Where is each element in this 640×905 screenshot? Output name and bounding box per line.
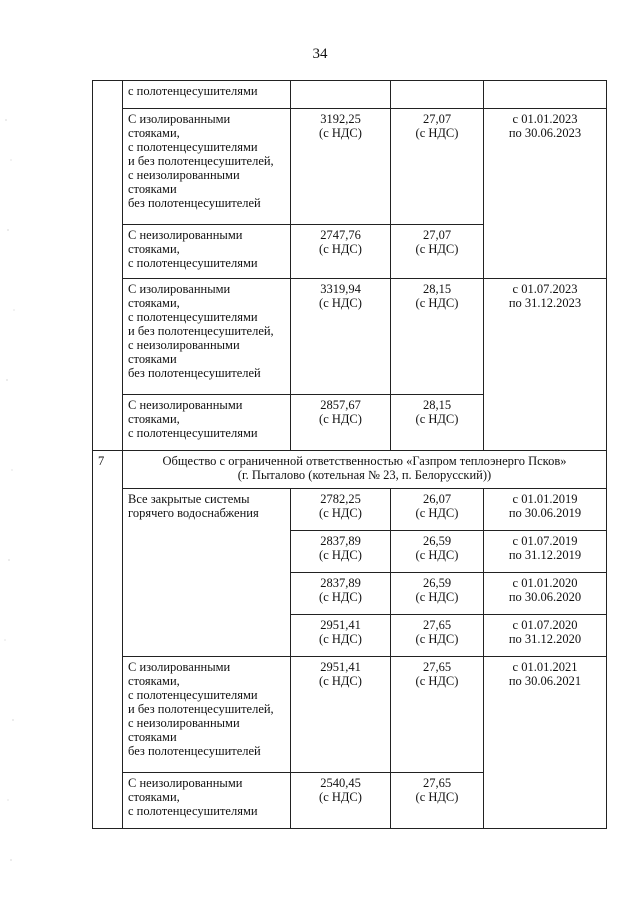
description-cell: С изолированными стояками, с полотенцесушителями и без полотенцесушителей, с неизолированными стояками без полотенцесушителей bbox=[123, 657, 291, 773]
period-cell: с 01.07.2023 по 31.12.2023 bbox=[484, 279, 607, 451]
description-cell: С неизолированными стояками, с полотенцесушителями bbox=[123, 395, 291, 451]
period-cell bbox=[484, 81, 607, 109]
period-cell: с 01.07.2019 по 31.12.2019 bbox=[484, 531, 607, 573]
volume-value-cell: 26,07 (с НДС) bbox=[391, 489, 484, 531]
volume-value-cell: 27,65 (с НДС) bbox=[391, 615, 484, 657]
table-row bbox=[93, 657, 607, 773]
table-row bbox=[93, 109, 607, 225]
description-cell: С изолированными стояками, с полотенцесушителями и без полотенцесушителей, с неизолированными стояками без полотенцесушителей bbox=[123, 109, 291, 225]
table-row bbox=[93, 81, 607, 109]
tariff-value-cell bbox=[291, 81, 391, 109]
period-cell: с 01.07.2020 по 31.12.2020 bbox=[484, 615, 607, 657]
table-row bbox=[93, 489, 607, 531]
table-row bbox=[93, 451, 607, 489]
volume-value-cell: 28,15 (с НДС) bbox=[391, 395, 484, 451]
description-cell: с полотенцесушителями bbox=[123, 81, 291, 109]
tariff-value-cell: 2837,89 (с НДС) bbox=[291, 573, 391, 615]
organization-header: Общество с ограниченной ответственностью «Газпром теплоэнерго Псков» (г. Пыталово (котельная № 23, п. Белорусский)) bbox=[123, 451, 607, 489]
description-cell: Все закрытые системы горячего водоснабжения bbox=[123, 489, 291, 657]
volume-value-cell: 27,65 (с НДС) bbox=[391, 773, 484, 829]
scan-edge-noise bbox=[2, 0, 20, 905]
tariff-value-cell: 2951,41 (с НДС) bbox=[291, 657, 391, 773]
volume-value-cell: 26,59 (с НДС) bbox=[391, 573, 484, 615]
tariff-value-cell: 2837,89 (с НДС) bbox=[291, 531, 391, 573]
period-cell: с 01.01.2021 по 30.06.2021 bbox=[484, 657, 607, 829]
description-cell: С изолированными стояками, с полотенцесушителями и без полотенцесушителей, с неизолированными стояками без полотенцесушителей bbox=[123, 279, 291, 395]
volume-value-cell: 27,07 (с НДС) bbox=[391, 109, 484, 225]
tariff-value-cell: 3319,94 (с НДС) bbox=[291, 279, 391, 395]
description-cell: С неизолированными стояками, с полотенцесушителями bbox=[123, 773, 291, 829]
tariff-value-cell: 2540,45 (с НДС) bbox=[291, 773, 391, 829]
volume-value-cell: 27,07 (с НДС) bbox=[391, 225, 484, 279]
tariff-value-cell: 2857,67 (с НДС) bbox=[291, 395, 391, 451]
volume-value-cell: 28,15 (с НДС) bbox=[391, 279, 484, 395]
tariff-value-cell: 2951,41 (с НДС) bbox=[291, 615, 391, 657]
row-number-cell bbox=[93, 81, 123, 451]
description-cell: С неизолированными стояками, с полотенцесушителями bbox=[123, 225, 291, 279]
row-number-cell: 7 bbox=[93, 451, 123, 829]
volume-value-cell: 27,65 (с НДС) bbox=[391, 657, 484, 773]
period-cell: с 01.01.2023 по 30.06.2023 bbox=[484, 109, 607, 279]
volume-value-cell bbox=[391, 81, 484, 109]
tariff-table bbox=[92, 80, 607, 829]
period-cell: с 01.01.2019 по 30.06.2019 bbox=[484, 489, 607, 531]
table-row bbox=[93, 279, 607, 395]
period-cell: с 01.01.2020 по 30.06.2020 bbox=[484, 573, 607, 615]
volume-value-cell: 26,59 (с НДС) bbox=[391, 531, 484, 573]
tariff-value-cell: 2747,76 (с НДС) bbox=[291, 225, 391, 279]
page-number: 34 bbox=[312, 46, 328, 62]
tariff-value-cell: 2782,25 (с НДС) bbox=[291, 489, 391, 531]
tariff-value-cell: 3192,25 (с НДС) bbox=[291, 109, 391, 225]
